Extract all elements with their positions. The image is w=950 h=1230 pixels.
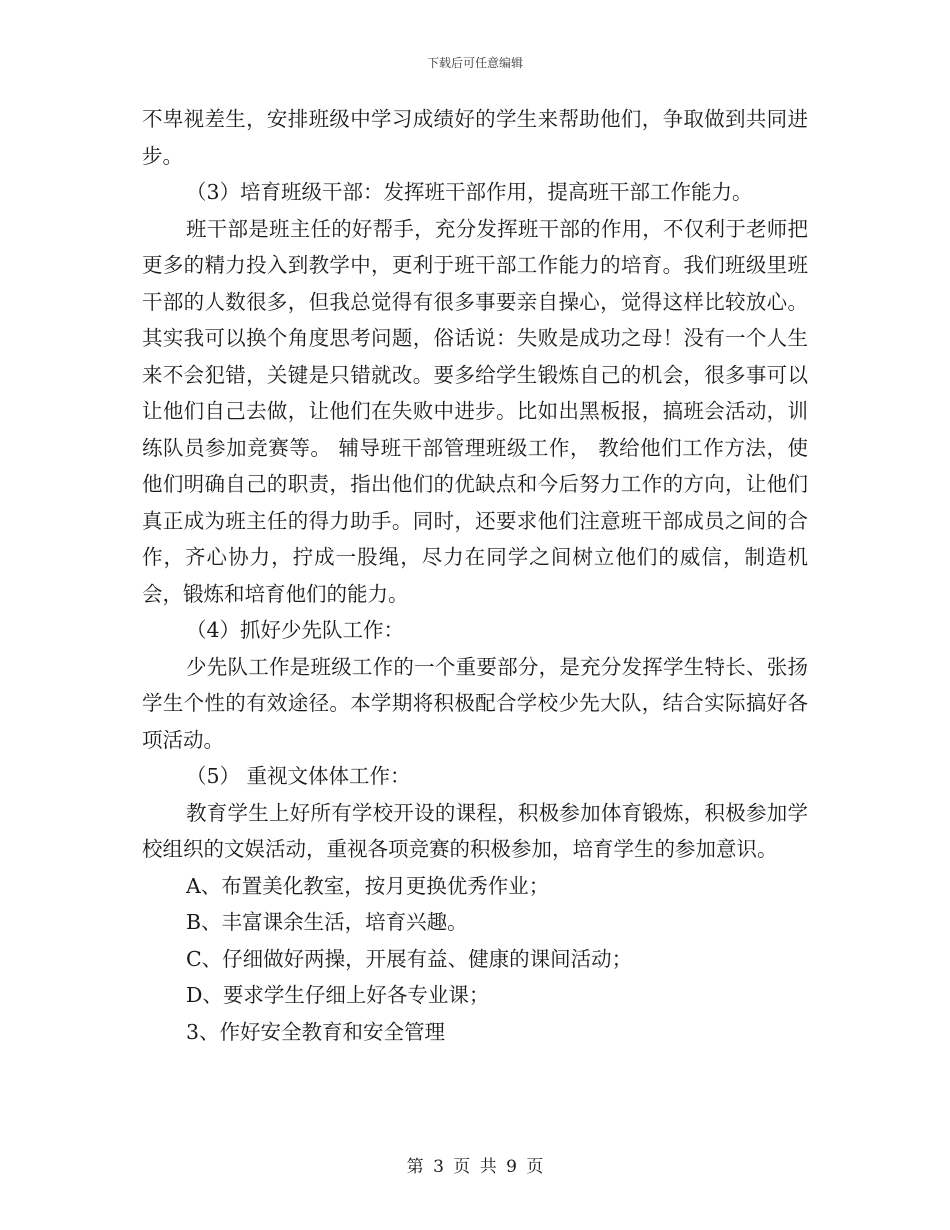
- paragraph: 少先队工作是班级工作的一个重要部分，是充分发挥学生特长、张扬学生个性的有效途径。本学期将积极配合学校少先大队，结合实际搞好各项活动。: [142, 654, 808, 752]
- page-footer: 第 3 页 共 9 页: [406, 1157, 544, 1177]
- document-body: [142, 101, 808, 1050]
- paragraph: 教育学生上好所有学校开设的课程，积极参加体育锻炼，积极参加学校组织的文娱活动，重视各项竞赛的积极参加，培育学生的参加意识。: [142, 800, 808, 861]
- section-heading: （5） 重视文体体工作：: [186, 764, 411, 788]
- section-heading: （3）培育班级干部：发挥班干部作用，提高班干部工作能力。: [186, 180, 753, 204]
- paragraph: 班干部是班主任的好帮手，充分发挥班干部的作用，不仅利于老师把更多的精力投入到教学中，更利于班干部工作能力的培育。我们班级里班干部的人数很多，但我总觉得有很多事要亲自操心，觉得这样比较放心。其实我可以换个角度思考问题，俗话说：失败是成功之母！没有一个人生来不会犯错，关键是只错就改。要多给学生锻炼自己的机会，很多事可以让他们自己去做，让他们在失败中进步。比如出黑板报，搞班会活动，训练队员参加竞赛等。 辅导班干部管理班级工作， 教给他们工作方法，使他们明确自己的职责，指出他们的优缺点和今后努力工作的方向，让他们真正成为班主任的得力助手。同时，还要求他们注意班干部成员之间的合作，齐心协力，拧成一股绳，尽力在同学之间树立他们的威信，制造机会，锻炼和培育他们的能力。: [142, 216, 808, 606]
- list-item: B、丰富课余生活，培育兴趣。: [186, 910, 468, 934]
- list-item: C、仔细做好两操，开展有益、健康的课间活动；: [186, 946, 633, 971]
- section-heading: 3、作好安全教育和安全管理: [186, 1019, 446, 1044]
- section-heading: （4）抓好少先队工作：: [186, 618, 405, 642]
- list-item: A、布置美化教室，按月更换优秀作业；: [186, 873, 550, 898]
- paragraph: 不卑视差生，安排班级中学习成绩好的学生来帮助他们，争取做到共同进步。: [142, 107, 808, 168]
- page-header: 下载后可任意编辑: [426, 56, 523, 70]
- list-item: D、要求学生仔细上好各专业课；: [186, 983, 490, 1007]
